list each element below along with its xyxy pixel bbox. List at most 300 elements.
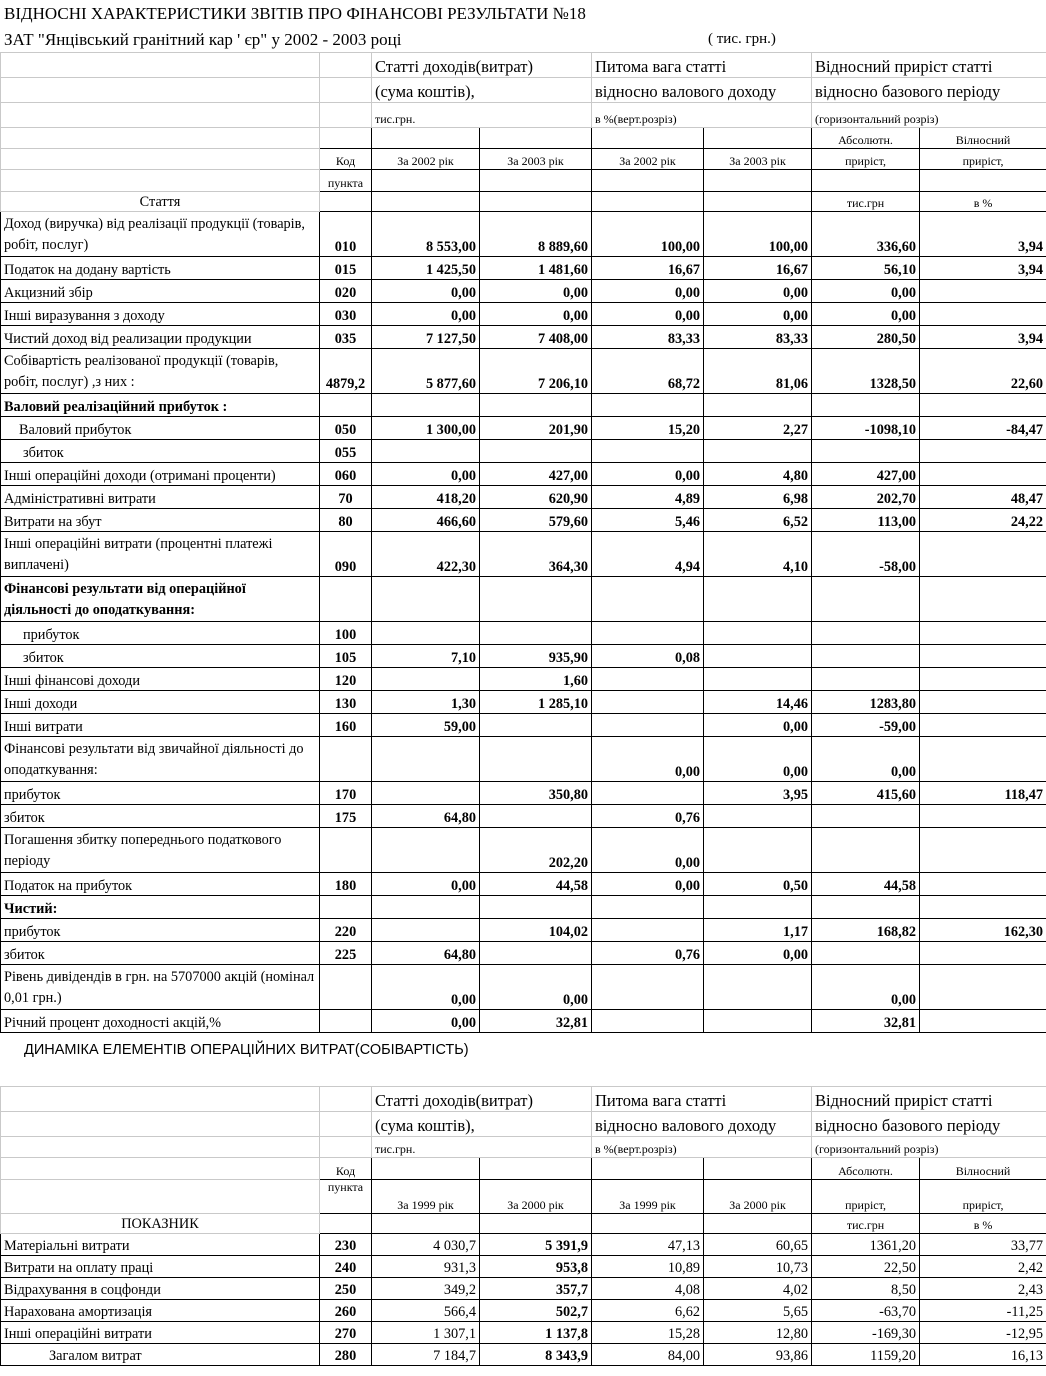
share-year-2: 14,46 [704,691,812,714]
row-label: прибуток [1,782,320,805]
table-row [1,532,1046,577]
value-year-2: 364,30 [480,532,592,577]
header2-income-items: Статті доходів(витрат) [372,1087,592,1112]
share-year-2: 93,86 [704,1344,812,1366]
table-row [1,303,1046,326]
row-code: 120 [320,668,372,691]
row-code: 170 [320,782,372,805]
abs-growth: 0,00 [812,965,920,1010]
share-year-1: 0,00 [592,463,704,486]
row-code: 230 [320,1234,372,1256]
share-year-2: 10,73 [704,1256,812,1278]
rel-growth: 33,77 [920,1234,1046,1256]
abs-growth: -58,00 [812,532,920,577]
value-year-1 [372,440,480,463]
rel-growth: 3,94 [920,326,1046,349]
header2-share-units: в %(верт.розріз) [592,1137,812,1158]
value-year-1 [372,737,480,782]
share-year-2: 0,00 [704,714,812,737]
share-year-2: 4,10 [704,532,812,577]
table-row [1,645,1046,668]
value-year-1: 64,80 [372,805,480,828]
rel-growth: 22,60 [920,349,1046,394]
rel-growth [920,942,1046,965]
share-year-2: 2,27 [704,417,812,440]
row-code: 015 [320,257,372,280]
share-year-2 [704,828,812,873]
share-year-2: 0,00 [704,942,812,965]
row-code: 175 [320,805,372,828]
table-row [1,622,1046,645]
share-year-1 [592,965,704,1010]
rel-growth: 24,22 [920,509,1046,532]
row-label: Інші доходи [1,691,320,714]
value-year-1: 422,30 [372,532,480,577]
rel-growth [920,691,1046,714]
col-year-2: За 2003 рік [480,149,592,170]
row-code: 020 [320,280,372,303]
share-year-1: 0,08 [592,645,704,668]
share-year-1: 4,89 [592,486,704,509]
share-year-1: 16,67 [592,257,704,280]
rel-growth [920,577,1046,622]
share-year-1: 5,46 [592,509,704,532]
value-year-1: 5 877,60 [372,349,480,394]
rel-growth [920,896,1046,919]
abs-growth: 0,00 [812,303,920,326]
col2-abs-3: тис.грн [812,1214,920,1234]
share-year-2: 4,02 [704,1278,812,1300]
abs-growth: -59,00 [812,714,920,737]
row-label: прибуток [1,622,320,645]
row-code: 180 [320,873,372,896]
table-row [1,1278,1046,1300]
share-year-2: 0,00 [704,280,812,303]
col2-rel-3: в % [920,1214,1046,1234]
value-year-1: 418,20 [372,486,480,509]
rel-growth [920,394,1046,417]
row-code: 4879,2 [320,349,372,394]
row-code: 70 [320,486,372,509]
value-year-1: 1 307,1 [372,1322,480,1344]
share-year-1: 15,20 [592,417,704,440]
row-label: збиток [1,440,320,463]
row-code: 225 [320,942,372,965]
col2-code-2: пункта [320,1180,372,1214]
col-code-1: Код [320,149,372,170]
table-row [1,212,1046,257]
col-year-1: За 2002 рік [372,149,480,170]
table-row [1,942,1046,965]
row-label: Погашення збитку попереднього податкового періоду [1,828,320,873]
rel-growth: -84,47 [920,417,1046,440]
rel-growth [920,463,1046,486]
share-year-2: 81,06 [704,349,812,394]
row-code: 105 [320,645,372,668]
header2-income-units: тис.грн. [372,1137,592,1158]
value-year-2: 44,58 [480,873,592,896]
value-year-2: 1,60 [480,668,592,691]
value-year-2 [480,714,592,737]
row-label: Річний процент доходності акцій,% [1,1010,320,1033]
row-code [320,394,372,417]
table-row [1,1344,1046,1366]
value-year-1: 0,00 [372,303,480,326]
abs-growth: -63,70 [812,1300,920,1322]
header-share-2: відносно валового доходу [592,78,812,103]
table-row [1,828,1046,873]
abs-growth [812,828,920,873]
value-year-1: 0,00 [372,463,480,486]
share-year-2: 0,00 [704,303,812,326]
abs-growth: 1328,50 [812,349,920,394]
row-label: Інші виразування з доходу [1,303,320,326]
rel-growth [920,873,1046,896]
row-label: Фінансові результати від операційної діяльності до оподаткування: [1,577,320,622]
header-share-units: в %(верт.розріз) [592,103,812,128]
rel-growth [920,668,1046,691]
rel-growth [920,303,1046,326]
row-label: Валовий реалізаційний прибуток : [1,394,320,417]
share-year-1: 10,89 [592,1256,704,1278]
row-label: прибуток [1,919,320,942]
table-row [1,257,1046,280]
value-year-1: 1,30 [372,691,480,714]
value-year-2: 620,90 [480,486,592,509]
value-year-2 [480,737,592,782]
row-label: Фінансові результати від звичайної діяльності до оподаткування: [1,737,320,782]
value-year-2 [480,942,592,965]
header2-income-items-2: (сума коштів), [372,1112,592,1137]
header2-share: Питома вага статті [592,1087,812,1112]
value-year-1 [372,577,480,622]
share-year-2: 3,95 [704,782,812,805]
abs-growth: 56,10 [812,257,920,280]
value-year-1: 931,3 [372,1256,480,1278]
cost-dynamics-table [0,1086,1046,1366]
table-row [1,417,1046,440]
table-row [1,440,1046,463]
abs-growth: 1159,20 [812,1344,920,1366]
header-share: Питома вага статті [592,53,812,78]
value-year-1 [372,896,480,919]
header2-growth-units: (горизонтальний розріз) [812,1137,1046,1158]
value-year-2: 1 137,8 [480,1322,592,1344]
abs-growth: 0,00 [812,737,920,782]
row-label: Витрати на збут [1,509,320,532]
header-income-items: Статті доходів(витрат) [372,53,592,78]
value-year-1 [372,668,480,691]
abs-growth: 427,00 [812,463,920,486]
value-year-2: 350,80 [480,782,592,805]
share-year-1: 6,62 [592,1300,704,1322]
value-year-2 [480,577,592,622]
row-code: 055 [320,440,372,463]
value-year-2: 7 206,10 [480,349,592,394]
value-year-2: 935,90 [480,645,592,668]
row-code: 260 [320,1300,372,1322]
col-rel-1: Вілносний [920,128,1046,149]
value-year-1 [372,622,480,645]
table-row [1,1322,1046,1344]
share-year-1 [592,919,704,942]
abs-growth [812,942,920,965]
row-code [320,1010,372,1033]
rel-growth [920,737,1046,782]
abs-growth [812,577,920,622]
table-row [1,349,1046,394]
header-growth-2: відносно базового періоду [812,78,1046,103]
table-row [1,463,1046,486]
rel-growth: 118,47 [920,782,1046,805]
row-code: 060 [320,463,372,486]
rel-growth [920,440,1046,463]
row-label: збиток [1,942,320,965]
rel-growth: -12,95 [920,1322,1046,1344]
abs-growth: 1361,20 [812,1234,920,1256]
value-year-2 [480,622,592,645]
row-label: збиток [1,645,320,668]
row-label: збиток [1,805,320,828]
share-year-1: 0,00 [592,873,704,896]
value-year-1 [372,394,480,417]
row-label: Інші витрати [1,714,320,737]
table-row [1,1300,1046,1322]
row-code: 270 [320,1322,372,1344]
value-year-1: 0,00 [372,873,480,896]
table-row [1,577,1046,622]
share-year-2: 83,33 [704,326,812,349]
rel-growth [920,280,1046,303]
col-share-1: За 2002 рік [592,149,704,170]
value-year-1: 566,4 [372,1300,480,1322]
row-label: Чистий: [1,896,320,919]
value-year-2: 202,20 [480,828,592,873]
value-year-2 [480,440,592,463]
abs-growth: 168,82 [812,919,920,942]
abs-growth [812,645,920,668]
value-year-1 [372,919,480,942]
col2-item: ПОКАЗНИК [1,1214,320,1234]
value-year-2: 357,7 [480,1278,592,1300]
row-code: 130 [320,691,372,714]
value-year-1: 7 127,50 [372,326,480,349]
header-income-units: тис.грн. [372,103,592,128]
share-year-1 [592,714,704,737]
value-year-1 [372,782,480,805]
row-code: 80 [320,509,372,532]
abs-growth: 8,50 [812,1278,920,1300]
rel-growth [920,532,1046,577]
col2-share-1: За 1999 рік [592,1180,704,1214]
row-code [320,737,372,782]
abs-growth [812,896,920,919]
share-year-1 [592,691,704,714]
share-year-1 [592,896,704,919]
rel-growth: 48,47 [920,486,1046,509]
share-year-2: 16,67 [704,257,812,280]
share-year-2: 60,65 [704,1234,812,1256]
table-row [1,668,1046,691]
row-label: Відрахування в соцфонди [1,1278,320,1300]
value-year-1: 7 184,7 [372,1344,480,1366]
abs-growth: 415,60 [812,782,920,805]
header-income-items-2: (сума коштів), [372,78,592,103]
share-year-2 [704,577,812,622]
row-code [320,577,372,622]
row-code: 160 [320,714,372,737]
col2-rel-1: Вілносний [920,1158,1046,1180]
header-growth-units: (горизонтальний розріз) [812,103,1046,128]
value-year-2: 8 343,9 [480,1344,592,1366]
table-row [1,965,1046,1010]
row-label: Акцизний збір [1,280,320,303]
value-year-2: 0,00 [480,303,592,326]
share-year-2 [704,896,812,919]
value-year-1: 0,00 [372,1010,480,1033]
share-year-2: 6,52 [704,509,812,532]
row-label: Податок на додану вартість [1,257,320,280]
rel-growth: 3,94 [920,212,1046,257]
value-year-1: 4 030,7 [372,1234,480,1256]
rel-growth: 2,42 [920,1256,1046,1278]
page-title: ВІДНОСНІ ХАРАКТЕРИСТИКИ ЗВІТІВ ПРО ФІНАНСОВІ РЕЗУЛЬТАТИ №18 [4,4,586,23]
table-row [1,919,1046,942]
abs-growth [812,440,920,463]
header2-growth-2: відносно базового періоду [812,1112,1046,1137]
share-year-1 [592,577,704,622]
row-label: Нарахована амортизація [1,1300,320,1322]
row-code [320,896,372,919]
abs-growth [812,805,920,828]
share-year-2 [704,645,812,668]
table-row [1,1256,1046,1278]
value-year-2: 0,00 [480,280,592,303]
units-label: ( тис. грн.) [708,31,776,47]
share-year-1: 84,00 [592,1344,704,1366]
value-year-2: 953,8 [480,1256,592,1278]
value-year-2: 502,7 [480,1300,592,1322]
row-code: 050 [320,417,372,440]
rel-growth [920,645,1046,668]
share-year-1 [592,622,704,645]
row-label: Адміністративні витрати [1,486,320,509]
table-row [1,1010,1046,1033]
share-year-2 [704,1010,812,1033]
share-year-1: 83,33 [592,326,704,349]
share-year-1: 100,00 [592,212,704,257]
share-year-1: 0,76 [592,942,704,965]
rel-growth [920,714,1046,737]
value-year-1: 59,00 [372,714,480,737]
abs-growth: 32,81 [812,1010,920,1033]
value-year-2: 8 889,60 [480,212,592,257]
value-year-2: 1 285,10 [480,691,592,714]
value-year-2: 579,60 [480,509,592,532]
row-label: Доход (виручка) від реалізації продукції (товарів, робіт, послуг) [1,212,320,257]
col-share-2: За 2003 рік [704,149,812,170]
row-label: Валовий прибуток [1,417,320,440]
abs-growth: 202,70 [812,486,920,509]
section-title-cost-dynamics: ДИНАМІКА ЕЛЕМЕНТІВ ОПЕРАЦІЙНИХ ВИТРАТ(СОБІВАРТІСТЬ) [24,1042,469,1058]
value-year-2: 427,00 [480,463,592,486]
col-item: Стаття [1,192,320,212]
row-code: 240 [320,1256,372,1278]
rel-growth: 16,13 [920,1344,1046,1366]
table-row [1,509,1046,532]
header2-growth: Відносний приріст статті [812,1087,1046,1112]
rel-growth [920,965,1046,1010]
value-year-2 [480,805,592,828]
row-code: 280 [320,1344,372,1366]
col-rel-2: приріст, [920,149,1046,170]
share-year-1: 68,72 [592,349,704,394]
row-code: 090 [320,532,372,577]
table-row [1,873,1046,896]
col2-share-2: За 2000 рік [704,1180,812,1214]
rel-growth [920,828,1046,873]
row-label: Витрати на оплату праці [1,1256,320,1278]
col2-abs-1: Абсолютн. [812,1158,920,1180]
share-year-1 [592,782,704,805]
col2-year-1: За 1999 рік [372,1180,480,1214]
share-year-2 [704,440,812,463]
table-row [1,394,1046,417]
abs-growth [812,394,920,417]
share-year-1: 4,08 [592,1278,704,1300]
share-year-1: 4,94 [592,532,704,577]
share-year-1: 0,76 [592,805,704,828]
rel-growth: -11,25 [920,1300,1046,1322]
company-subtitle: ЗАТ "Янцівський гранітний кар ' єр" у 2002 - 2003 році [4,30,402,49]
col2-year-2: За 2000 рік [480,1180,592,1214]
share-year-2: 1,17 [704,919,812,942]
col2-abs-2: приріст, [812,1180,920,1214]
rel-growth [920,622,1046,645]
value-year-1: 8 553,00 [372,212,480,257]
share-year-2: 100,00 [704,212,812,257]
rel-growth: 3,94 [920,257,1046,280]
value-year-2: 0,00 [480,965,592,1010]
table-row [1,326,1046,349]
share-year-2: 0,50 [704,873,812,896]
share-year-2: 0,00 [704,737,812,782]
share-year-2 [704,622,812,645]
row-label: Чистий доход від реализации продукции [1,326,320,349]
value-year-1: 1 425,50 [372,257,480,280]
value-year-2 [480,394,592,417]
abs-growth: 336,60 [812,212,920,257]
share-year-1: 0,00 [592,737,704,782]
row-label: Інші операційні витрати (процентні платежі виплачені) [1,532,320,577]
row-code: 035 [320,326,372,349]
value-year-1: 64,80 [372,942,480,965]
row-label: Інші операційні витрати [1,1322,320,1344]
row-label: Інші фінансові доходи [1,668,320,691]
abs-growth [812,622,920,645]
header-growth: Відносний приріст статті [812,53,1046,78]
share-year-1: 0,00 [592,303,704,326]
col-code-2: пункта [320,170,372,192]
share-year-1 [592,440,704,463]
row-code: 030 [320,303,372,326]
share-year-1 [592,668,704,691]
share-year-2 [704,965,812,1010]
row-label: Податок на прибуток [1,873,320,896]
rel-growth [920,1010,1046,1033]
abs-growth: 44,58 [812,873,920,896]
share-year-2: 5,65 [704,1300,812,1322]
